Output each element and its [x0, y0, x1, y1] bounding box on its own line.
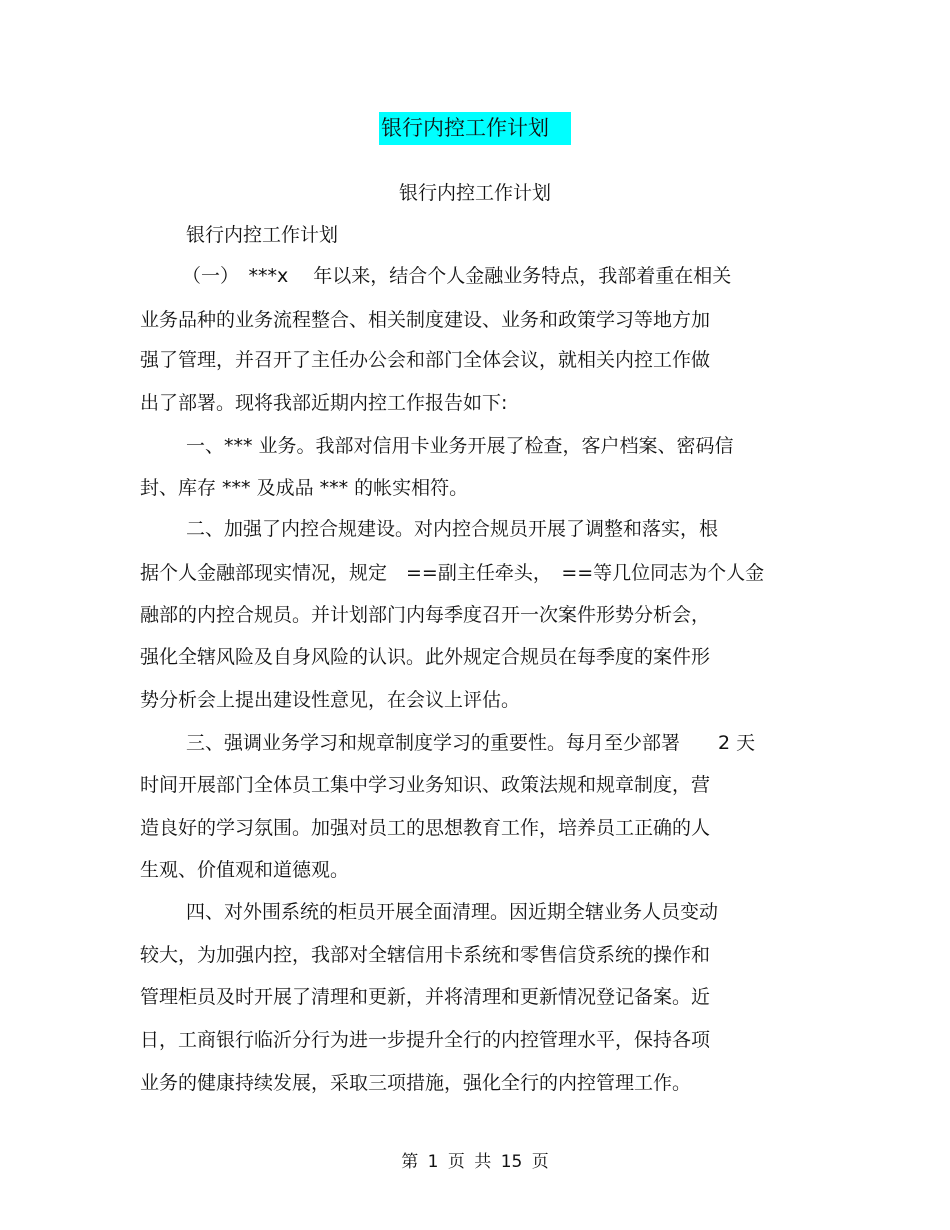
- paragraph-line: 三、强调业务学习和规章制度学习的重要性。每月至少部署 2 天: [186, 732, 756, 754]
- paragraph-line: 强化全辖风险及自身风险的认识。此外规定合规员在每季度的案件形: [140, 646, 711, 668]
- paragraph-line: 二、加强了内控合规建设。对内控合规员开展了调整和落实，根: [186, 518, 719, 540]
- paragraph-line: 封、库存 *** 及成品 *** 的帐实相符。: [140, 477, 469, 499]
- paragraph-line: 造良好的学习氛围。加强对员工的思想教育工作，培养员工正确的人: [140, 817, 711, 839]
- paragraph-line: 业务的健康持续发展，采取三项措施，强化全行的内控管理工作。: [140, 1072, 692, 1094]
- paragraph-line: 业务品种的业务流程整合、相关制度建设、业务和政策学习等地方加: [140, 309, 711, 331]
- paragraph-line: 据个人金融部现实情况，规定 ==副主任牵头， ==等几位同志为个人金: [140, 562, 765, 584]
- document-subtitle: 银行内控工作计划: [398, 182, 551, 204]
- paragraph-line: 日，工商银行临沂分行为进一步提升全行的内控管理水平，保持各项: [140, 1029, 711, 1051]
- paragraph-line: 四、对外围系统的柜员开展全面清理。因近期全辖业务人员变动: [186, 901, 719, 923]
- page-number-footer: 第 1 页 共 15 页: [401, 1152, 549, 1172]
- paragraph-line: 强了管理，并召开了主任办公会和部门全体会议，就相关内控工作做: [140, 349, 711, 371]
- paragraph-line: 一、*** 业务。我部对信用卡业务开展了检查，客户档案、密码信: [186, 435, 734, 457]
- paragraph-line: （一） ***x 年以来，结合个人金融业务特点，我部着重在相关: [182, 265, 732, 287]
- paragraph-line: 时间开展部门全体员工集中学习业务知识、政策法规和规章制度，营: [140, 774, 711, 796]
- document-heading: 银行内控工作计划: [186, 224, 339, 246]
- paragraph-line: 出了部署。现将我部近期内控工作报告如下:: [140, 392, 508, 414]
- paragraph-line: 势分析会上提出建设性意见，在会议上评估。: [140, 689, 521, 711]
- paragraph-line: 较大，为加强内控，我部对全辖信用卡系统和零售信贷系统的操作和: [140, 944, 711, 966]
- paragraph-line: 融部的内控合规员。并计划部门内每季度召开一次案件形势分析会，: [140, 604, 711, 626]
- page-title: 银行内控工作计划: [379, 112, 571, 145]
- paragraph-line: 管理柜员及时开展了清理和更新，并将清理和更新情况登记备案。近: [140, 986, 711, 1008]
- paragraph-line: 生观、价值观和道德观。: [140, 859, 350, 881]
